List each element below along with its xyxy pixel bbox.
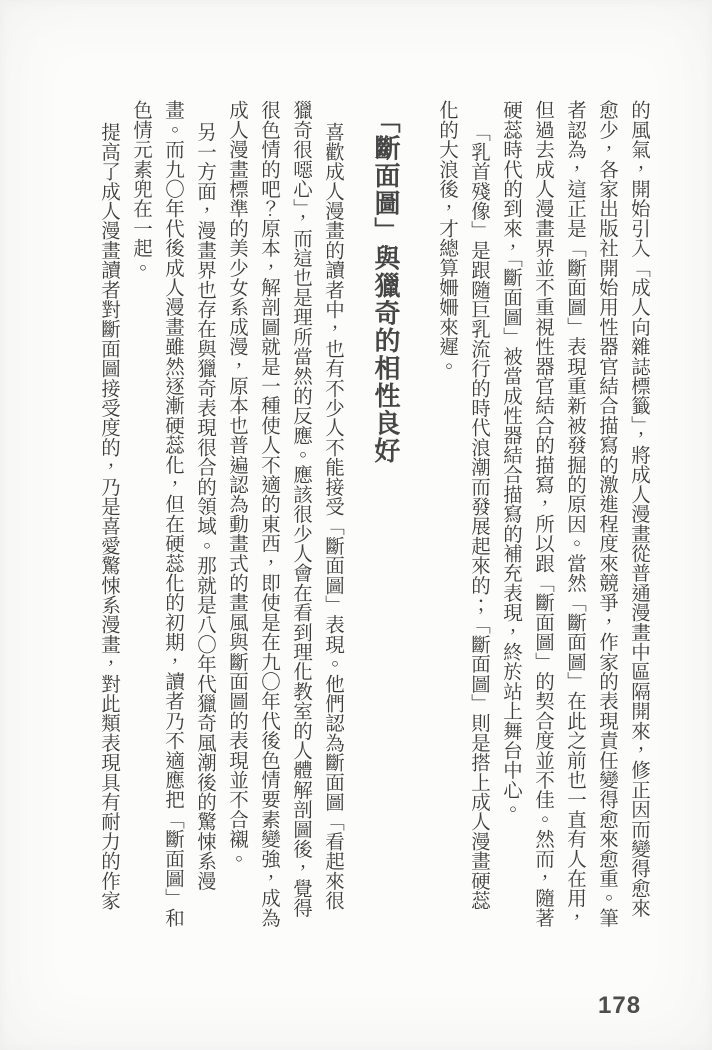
- paragraph: [92, 100, 124, 950]
- vertical-text-block: [92, 100, 654, 950]
- text-column: 硬蕊時代的到來，「斷面圖」被當成性器結合描寫的補充表現，終於站上舞台中心。: [500, 100, 521, 820]
- paragraph: [220, 100, 348, 950]
- text-column: 但過去成人漫畫界並不重視性器官結合的描寫，所以跟「斷面圖」的契合度並不佳。然而，隨著: [532, 100, 553, 928]
- text-column: 「乳首殘像」是跟隨巨乳流行的時代浪潮而發展起來的；「斷面圖」則是搭上成人漫畫硬蕊: [468, 122, 489, 910]
- text-column: 成人漫畫標準的美少女系成漫，原本也普遍認為動畫式的畫風與斷面圖的表現並不合襯。: [226, 100, 247, 869]
- section-heading: 「斷面圖」與獵奇的相性良好: [371, 107, 400, 465]
- text-column: 色情元素兜在一起。: [130, 100, 151, 278]
- text-column: 獵奇很噁心」，而這也是理所當然的反應。應該很少人會在看到理化教室的人體解剖圖後，覺得: [290, 100, 311, 918]
- paragraph: [430, 100, 494, 950]
- text-column: 畫。而九〇年代後成人漫畫雖然逐漸硬蕊化，但在硬蕊化的初期，讀者乃不適應把「斷面圖」和: [162, 100, 183, 928]
- text-column: 另一方面，漫畫界也存在與獵奇表現很合的領域。那就是八〇年代獵奇風潮後的驚悚系漫: [194, 122, 215, 891]
- text-column: 提高了成人漫畫讀者對斷面圖接受度的，乃是喜愛驚悚系漫畫，對此類表現具有耐力的作家: [98, 122, 119, 910]
- page-number: 178: [598, 992, 642, 1019]
- text-column: 很色情的吧？原本，解剖圖就是一種使人不適的東西，即使是在九〇年代後色情要素變強，成為: [258, 100, 279, 928]
- paragraph: [494, 100, 654, 950]
- text-column: 化的大浪後，才總算姍姍來遲。: [436, 100, 457, 376]
- text-column: 喜歡成人漫畫的讀者中，也有不少人不能接受「斷面圖」表現。他們認為斷面圖「看起來很: [322, 122, 343, 910]
- text-column: 者認為，這正是「斷面圖」表現重新被發掘的原因。當然「斷面圖」在此之前也一直有人在用，: [564, 100, 585, 928]
- text-column: 的風氣，開始引入「成人向雜誌標籤」，將成人漫畫從普通漫畫中區隔開來，修正因而變得愈來: [628, 100, 649, 918]
- text-column: 愈少，各家出版社開始用性器官結合描寫的激進程度來競爭，作家的表現責任變得愈來愈重。筆: [596, 100, 617, 928]
- paragraph: [124, 100, 220, 950]
